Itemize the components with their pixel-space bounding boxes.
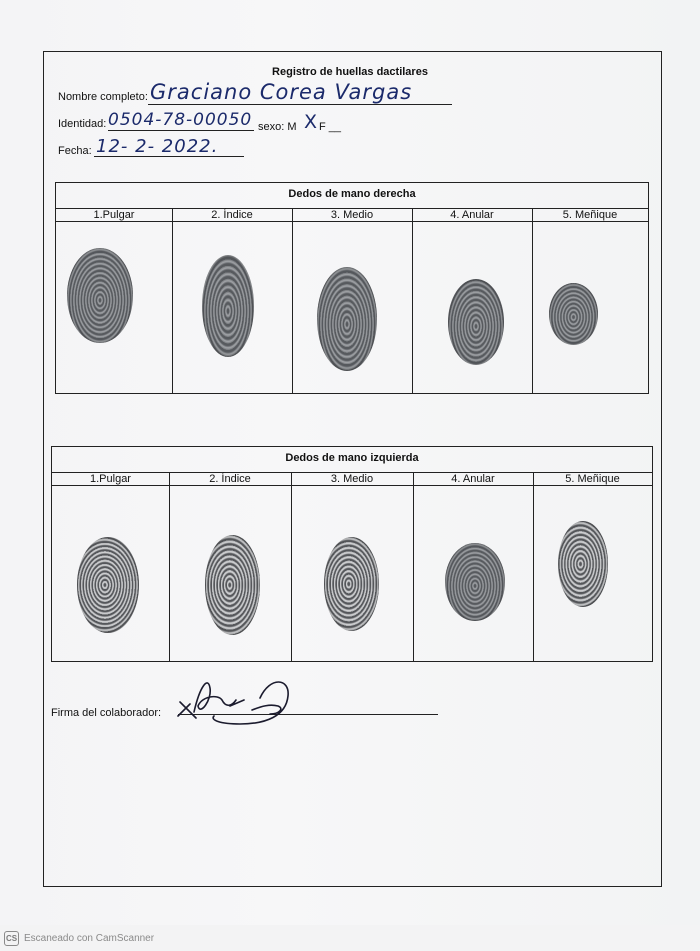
- fingerprint-left-index: [205, 535, 260, 635]
- name-label: Nombre completo:: [58, 91, 148, 103]
- divider: [169, 472, 170, 661]
- right-col-medio: 3. Medio: [292, 208, 412, 222]
- fingerprint-right-ring: [448, 279, 504, 365]
- right-col-indice: 2. Índice: [172, 208, 292, 222]
- date-underline: [94, 156, 244, 157]
- left-col-menique: 5. Meñique: [533, 472, 652, 486]
- scanner-watermark-text: Escaneado con CamScanner: [24, 933, 155, 944]
- right-col-pulgar: 1.Pulgar: [56, 208, 172, 222]
- left-col-pulgar: 1.Pulgar: [52, 472, 169, 486]
- fingerprint-right-little: [549, 283, 598, 345]
- sex-label: sexo: M: [258, 121, 297, 133]
- right-hand-title: Dedos de mano derecha: [56, 183, 648, 209]
- form-title: Registro de huellas dactilares: [272, 66, 428, 78]
- sex-f-label: F __: [319, 121, 342, 133]
- handwritten-signature: [170, 666, 300, 730]
- name-underline: [148, 104, 452, 105]
- divider: [532, 208, 533, 393]
- date-value: 12- 2- 2022.: [96, 136, 219, 157]
- right-col-menique: 5. Meñique: [532, 208, 648, 222]
- right-hand-grid: [55, 182, 649, 394]
- fingerprint-left-little: [558, 521, 608, 607]
- divider: [413, 472, 414, 661]
- divider: [533, 472, 534, 661]
- divider: [172, 208, 173, 393]
- left-hand-grid: [51, 446, 653, 662]
- divider: [291, 472, 292, 661]
- right-col-anular: 4. Anular: [412, 208, 532, 222]
- left-col-medio: 3. Medio: [291, 472, 413, 486]
- left-col-indice: 2. Índice: [169, 472, 291, 486]
- id-label: Identidad:: [58, 118, 107, 130]
- fingerprint-right-index: [202, 255, 254, 357]
- divider: [412, 208, 413, 393]
- name-value: Graciano Corea Vargas: [150, 80, 413, 104]
- sex-mark: X: [304, 111, 319, 133]
- left-hand-title: Dedos de mano izquierda: [52, 447, 652, 473]
- fingerprint-left-thumb: [77, 537, 139, 633]
- fingerprint-right-thumb: [67, 248, 133, 343]
- divider: [292, 208, 293, 393]
- signature-label: Firma del colaborador:: [51, 707, 162, 719]
- date-label: Fecha:: [58, 145, 92, 157]
- fingerprint-left-ring: [445, 543, 505, 621]
- id-underline: [108, 130, 254, 131]
- fingerprint-left-middle: [324, 537, 379, 631]
- fingerprint-right-middle: [317, 267, 377, 371]
- left-col-anular: 4. Anular: [413, 472, 533, 486]
- camscanner-logo-icon: CS: [4, 931, 19, 946]
- id-value: 0504-78-00050: [108, 110, 253, 130]
